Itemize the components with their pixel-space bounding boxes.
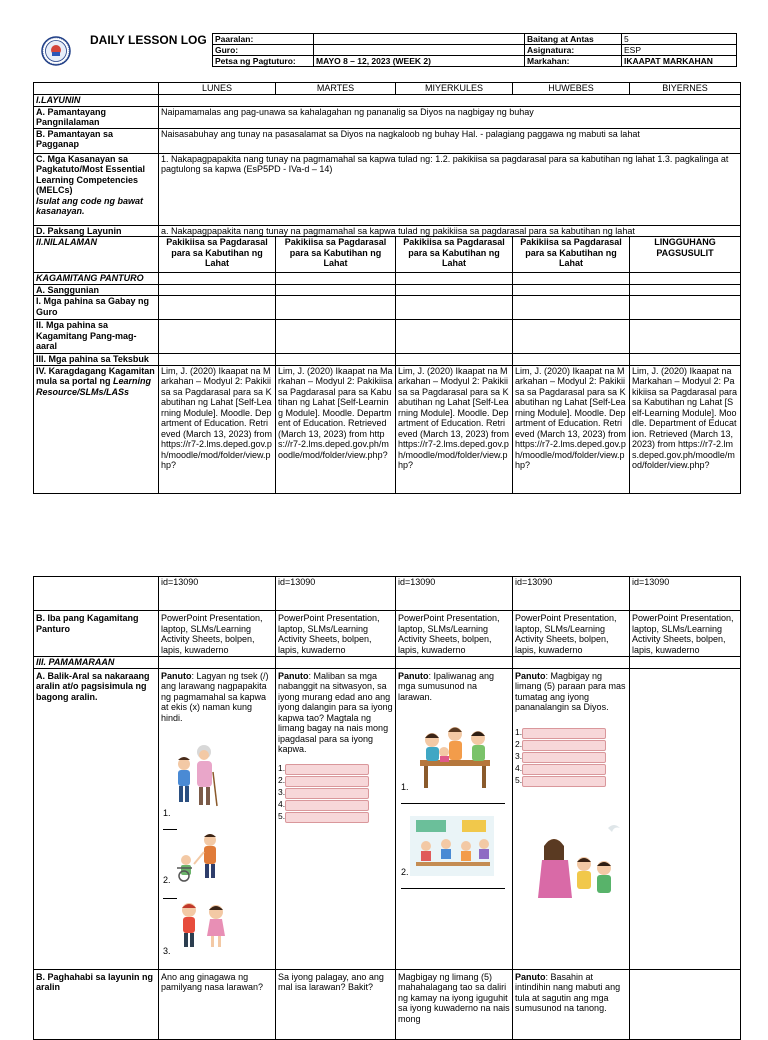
nilalaman-martes: Pakikiisa sa Pagdarasal para sa Kabutihan ng Lahat bbox=[276, 237, 396, 273]
balik-aral-martes bbox=[276, 668, 396, 969]
id-biyernes: id=13090 bbox=[630, 577, 741, 611]
baitang-label: Baitang at Antas bbox=[525, 34, 622, 45]
karagdagang-biyernes: Lim, J. (2020) Ikaapat na Markahan – Modyul 2: Pakikiisa sa Pagdarasal para sa Kabutihan ng Lahat [Self-Learning Module]. Moodle. Department of Education. Retrieved (March 13, 2023) from https://r7-2.lms.deped.gov.ph/moodle/mod/folder/view.php? bbox=[630, 365, 741, 493]
paghahabi-label: B. Paghahabi sa layunin ng aralin bbox=[34, 969, 159, 1039]
iba-miyerkules: PowerPoint Presentation, laptop, SLMs/Learning Activity Sheets, bolpen, lapis, kuwaderno bbox=[396, 611, 513, 657]
empty-cell bbox=[159, 296, 276, 320]
line-number: 3. bbox=[278, 786, 286, 797]
family-praying-at-table-illustration bbox=[410, 720, 500, 792]
petsa-value: MAYO 8 – 12, 2023 (WEEK 2) bbox=[314, 56, 525, 67]
iba-lunes: PowerPoint Presentation, laptop, SLMs/Learning Activity Sheets, bolpen, lapis, kuwaderno bbox=[159, 611, 276, 657]
empty-cell bbox=[513, 296, 630, 320]
line-number: 2. bbox=[515, 738, 523, 749]
lunes-item-2-answer-line[interactable] bbox=[163, 898, 177, 899]
lunes-item-1-number: 1. bbox=[163, 808, 171, 818]
answer-line bbox=[278, 775, 393, 787]
empty-cell bbox=[276, 284, 396, 296]
day-header-lunes: LUNES bbox=[159, 83, 276, 95]
line-number: 5. bbox=[515, 774, 523, 785]
melc-row bbox=[34, 153, 741, 225]
id-row-label bbox=[34, 577, 159, 611]
answer-field[interactable] bbox=[285, 764, 369, 775]
empty-cell bbox=[630, 354, 741, 366]
karagdagang-label-part2: Learning Resource/SLMs/LASs bbox=[36, 376, 152, 397]
martes-a-instruction: : Maliban sa mga nabanggit na sitwasyon, sa iyong murang edad ano ang iyong dalangin para sa iyong kapwa tao? Magtala ng limang bagay na nais mong ipagdasal para sa iyong kapwa. bbox=[278, 670, 393, 754]
paghahabi-miyerkules: Magbigay ng limang (5) mahahalagang tao sa daliri ng kamay na iyong iguguhit sa iyong kuwaderno na nais mong bbox=[396, 969, 513, 1039]
empty-cell bbox=[513, 657, 630, 669]
pamantayan-pagganap-row bbox=[34, 128, 741, 153]
huwebes-answer-list bbox=[515, 727, 627, 787]
mother-and-children-praying-illustration bbox=[530, 820, 626, 902]
melc-label: C. Mga Kasanayan sa Pagkatuto/Most Essential Learning Competencies (MELCs) bbox=[36, 153, 146, 195]
paksang-layunin-row bbox=[34, 225, 741, 237]
guro-label: Guro: bbox=[213, 45, 314, 56]
empty-cell bbox=[276, 296, 396, 320]
empty-cell bbox=[630, 273, 741, 285]
answer-field[interactable] bbox=[285, 812, 369, 823]
pamantayan-pagganap-label: B. Pamantayan sa Pagganap bbox=[34, 128, 159, 153]
empty-cell bbox=[396, 296, 513, 320]
paksang-layunin-label: D. Paksang Layunin bbox=[34, 225, 159, 237]
deped-seal-logo bbox=[41, 36, 71, 66]
lesson-log-table-page2 bbox=[33, 576, 741, 1040]
empty-cell bbox=[396, 273, 513, 285]
karagdagang-miyerkules: Lim, J. (2020) Ikaapat na Markahan – Modyul 2: Pakikiisa sa Pagdarasal para sa Kabutihan ng Lahat [Self-Learning Module]. Moodle. Department of Education. Retrieved (March 13, 2023) from https://r7-2.lms.deped.gov.ph/moodle/mod/folder/view.php? bbox=[396, 365, 513, 493]
line-number: 1. bbox=[278, 762, 286, 773]
miyerkules-item-1-number: 1. bbox=[401, 782, 409, 792]
martes-answer-list bbox=[278, 763, 393, 823]
id-miyerkules: id=13090 bbox=[396, 577, 513, 611]
panuto-label: Panuto bbox=[161, 670, 192, 681]
panuto-label: Panuto bbox=[278, 670, 309, 681]
karagdagang-kagamitan-row bbox=[34, 365, 741, 493]
paghahabi-row bbox=[34, 969, 741, 1039]
answer-line bbox=[515, 739, 627, 751]
line-number: 3. bbox=[515, 750, 523, 761]
pamantayang-pangnilalaman-text: Naipamamalas ang pag-unawa sa kahalagahan ng pananalig sa Diyos na nagbigay ng buhay bbox=[159, 106, 741, 128]
miyerkules-item-2-number: 2. bbox=[401, 867, 409, 877]
iba-martes: PowerPoint Presentation, laptop, SLMs/Learning Activity Sheets, bolpen, lapis, kuwaderno bbox=[276, 611, 396, 657]
layunin-heading: I.LAYUNIN bbox=[34, 95, 159, 107]
kagamitang-pang-mag-aaral-label: II. Mga pahina sa Kagamitang Pang-mag-aaral bbox=[34, 320, 159, 354]
nilalaman-huwebes: Pakikiisa sa Pagdarasal para sa Kabutihan ng Lahat bbox=[513, 237, 630, 273]
iba-biyernes: PowerPoint Presentation, laptop, SLMs/Learning Activity Sheets, bolpen, lapis, kuwaderno bbox=[630, 611, 741, 657]
children-arguing-illustration bbox=[176, 900, 230, 950]
lunes-item-3-number: 3. bbox=[163, 946, 171, 956]
panuto-label: Panuto bbox=[398, 670, 429, 681]
panuto-label: Panuto bbox=[515, 670, 546, 681]
header-row-petsa bbox=[213, 56, 737, 67]
answer-field[interactable] bbox=[522, 776, 606, 787]
empty-cell bbox=[513, 320, 630, 354]
empty-cell bbox=[396, 657, 513, 669]
markahan-value: IKAAPAT MARKAHAN bbox=[622, 56, 737, 67]
empty-cell bbox=[630, 969, 741, 1039]
petsa-label: Petsa ng Pagtuturo: bbox=[213, 56, 314, 67]
gabay-label: I. Mga pahina sa Gabay ng Guro bbox=[34, 296, 159, 320]
pamantayang-pangnilalaman-row bbox=[34, 106, 741, 128]
melc-note: Isulat ang code ng bawat kasanayan. bbox=[36, 195, 144, 216]
miyerkules-a-instruction: : Ipaliwanag ang mga sumusunod na larawan. bbox=[398, 670, 495, 702]
paaralan-label: Paaralan: bbox=[213, 34, 314, 45]
empty-cell bbox=[630, 657, 741, 669]
header-row-guro bbox=[213, 45, 737, 56]
answer-field[interactable] bbox=[522, 764, 606, 775]
huwebes-b-instruction: : Basahin at intindihin nang mabuti ang tula at sagutin ang mga sumusunod na tanong. bbox=[515, 971, 621, 1013]
empty-cell bbox=[276, 657, 396, 669]
classroom-students-praying-illustration bbox=[410, 816, 494, 876]
balik-aral-label: A. Balik-Aral sa nakaraang aralin at/o pagsisimula ng bagong aralin. bbox=[34, 668, 159, 969]
karagdagang-label-part1: IV. Karagdagang Kagamitan mula sa portal ng bbox=[36, 365, 155, 386]
karagdagang-huwebes: Lim, J. (2020) Ikaapat na Markahan – Modyul 2: Pakikiisa sa Pagdarasal para sa Kabutihan ng Lahat [Self-Learning Module]. Moodle. Department of Education. Retrieved (March 13, 2023) from https://r7-2.lms.deped.gov.ph/moodle/mod/folder/view.php? bbox=[513, 365, 630, 493]
nilalaman-biyernes: LINGGUHANG PAGSUSULIT bbox=[630, 237, 741, 273]
empty-cell bbox=[276, 354, 396, 366]
karagdagang-martes: Lim, J. (2020) Ikaapat na Markahan – Modyul 2: Pakikiisa sa Pagdarasal para sa Kabutihan ng Lahat [Self-Learning Module]. Moodle. Department of Education. Retrieved (March 13, 2023) from https://r7-2.lms.deped.gov.ph/moodle/mod/folder/view.php? bbox=[276, 365, 396, 493]
day-header-martes: MARTES bbox=[276, 83, 396, 95]
answer-line bbox=[515, 775, 627, 787]
line-number: 1. bbox=[515, 726, 523, 737]
boy-helping-grandmother-illustration bbox=[170, 742, 220, 810]
karagdagang-lunes: Lim, J. (2020) Ikaapat na Markahan – Modyul 2: Pakikiisa sa Pagdarasal para sa Kabutihan ng Lahat [Self-Learning Module]. Moodle. Department of Education. Retrieved (March 13, 2023) from https://r7-2.lms.deped.gov.ph/moodle/mod/folder/view.php? bbox=[159, 365, 276, 493]
huwebes-a-instruction: : Magbigay ng limang (5) paraan para mas tumatag ang iyong pananalangin sa Diyos. bbox=[515, 670, 626, 712]
answer-field[interactable] bbox=[522, 728, 606, 739]
teksbuk-row bbox=[34, 354, 741, 366]
line-number: 5. bbox=[278, 810, 286, 821]
balik-aral-huwebes bbox=[513, 668, 630, 969]
paghahabi-lunes: Ano ang ginagawa ng pamilyang nasa larawan? bbox=[159, 969, 276, 1039]
karagdagang-kagamitan-label-cell bbox=[34, 365, 159, 493]
empty-cell bbox=[513, 273, 630, 285]
lesson-log-table-page1 bbox=[33, 82, 741, 494]
nilalaman-miyerkules: Pakikiisa sa Pagdarasal para sa Kabutihan ng Lahat bbox=[396, 237, 513, 273]
layunin-row bbox=[34, 95, 741, 107]
iba-pang-kagamitan-label: B. Iba pang Kagamitang Panturo bbox=[34, 611, 159, 657]
paaralan-value bbox=[314, 34, 525, 45]
asignatura-value: ESP bbox=[622, 45, 737, 56]
days-header-row bbox=[34, 83, 741, 95]
answer-field[interactable] bbox=[522, 752, 606, 763]
id-huwebes: id=13090 bbox=[513, 577, 630, 611]
empty-cell bbox=[513, 284, 630, 296]
empty-cell bbox=[630, 320, 741, 354]
answer-line bbox=[278, 763, 393, 775]
corner-cell bbox=[34, 83, 159, 95]
asignatura-label: Asignatura: bbox=[525, 45, 622, 56]
paksang-layunin-text: a. Nakapagpapakita nang tunay na pagmamahal sa kapwa tulad ng pakikiisa sa pagdarasal para sa kabutihan ng lahat bbox=[159, 225, 741, 237]
answer-field[interactable] bbox=[522, 740, 606, 751]
kagamitan-row bbox=[34, 273, 741, 285]
miyerkules-item-1-answer-line[interactable] bbox=[401, 803, 505, 804]
answer-line bbox=[278, 811, 393, 823]
line-number: 2. bbox=[278, 774, 286, 785]
day-header-miyerkules: MIYERKULES bbox=[396, 83, 513, 95]
sanggunian-label: A. Sanggunian bbox=[34, 284, 159, 296]
pamamaraan-row bbox=[34, 657, 741, 669]
paghahabi-huwebes bbox=[513, 969, 630, 1039]
gabay-row bbox=[34, 296, 741, 320]
balik-aral-row bbox=[34, 668, 741, 969]
kagamitang-pang-mag-aaral-row bbox=[34, 320, 741, 354]
lunes-item-1-answer-line[interactable] bbox=[163, 829, 177, 830]
id-lunes: id=13090 bbox=[159, 577, 276, 611]
baitang-value: 5 bbox=[622, 34, 737, 45]
empty-cell bbox=[276, 320, 396, 354]
sanggunian-row bbox=[34, 284, 741, 296]
empty-cell bbox=[159, 273, 276, 285]
id-row bbox=[34, 577, 741, 611]
answer-field[interactable] bbox=[285, 800, 369, 811]
id-martes: id=13090 bbox=[276, 577, 396, 611]
empty-cell bbox=[513, 354, 630, 366]
melc-text: 1. Nakapagpapakita nang tunay na pagmamahal sa kapwa tulad ng: 1.2. pakikiisa sa pagdarasal para sa kabutihan ng lahat 1.3. pagkalinga at pagtulong sa kapwa (EsP5PD - IVa-d – 14) bbox=[159, 153, 741, 225]
kagamitan-heading: KAGAMITANG PANTURO bbox=[34, 273, 159, 285]
miyerkules-item-2-answer-line[interactable] bbox=[401, 888, 505, 889]
empty-cell bbox=[396, 354, 513, 366]
answer-line bbox=[278, 787, 393, 799]
pamamaraan-heading: III. PAMAMARAAN bbox=[34, 657, 159, 669]
empty-cell bbox=[630, 296, 741, 320]
iba-huwebes: PowerPoint Presentation, laptop, SLMs/Learning Activity Sheets, bolpen, lapis, kuwaderno bbox=[513, 611, 630, 657]
child-pushing-wheelchair-illustration bbox=[172, 832, 224, 882]
nilalaman-lunes: Pakikiisa sa Pagdarasal para sa Kabutihan ng Lahat bbox=[159, 237, 276, 273]
layunin-blank bbox=[159, 95, 741, 107]
nilalaman-heading: II.NILALAMAN bbox=[34, 237, 159, 273]
guro-value bbox=[314, 45, 525, 56]
empty-cell bbox=[396, 320, 513, 354]
lunes-item-2-number: 2. bbox=[163, 875, 171, 885]
panuto-label: Panuto bbox=[515, 971, 546, 982]
markahan-label: Markahan: bbox=[525, 56, 622, 67]
answer-line bbox=[515, 751, 627, 763]
empty-cell bbox=[630, 668, 741, 969]
empty-cell bbox=[396, 284, 513, 296]
empty-cell bbox=[159, 284, 276, 296]
line-number: 4. bbox=[515, 762, 523, 773]
line-number: 4. bbox=[278, 798, 286, 809]
iba-pang-kagamitan-row bbox=[34, 611, 741, 657]
teksbuk-label: III. Mga pahina sa Teksbuk bbox=[34, 354, 159, 366]
lunes-a-instruction: : Lagyan ng tsek (/) ang larawang nagpapakita ng pagmamahal sa kapwa at ekis (x) naman kung hindi. bbox=[161, 670, 269, 723]
header-info-table bbox=[212, 33, 737, 67]
pamantayan-pagganap-text: Naisasabuhay ang tunay na pasasalamat sa Diyos na nagkaloob ng buhay Hal. - palagiang paggawa ng mabuti sa lahat bbox=[159, 128, 741, 153]
empty-cell bbox=[159, 657, 276, 669]
document-title: DAILY LESSON LOG bbox=[90, 33, 207, 47]
melc-label-cell bbox=[34, 153, 159, 225]
answer-field[interactable] bbox=[285, 788, 369, 799]
answer-line bbox=[278, 799, 393, 811]
answer-line bbox=[515, 763, 627, 775]
empty-cell bbox=[159, 354, 276, 366]
answer-line bbox=[515, 727, 627, 739]
empty-cell bbox=[159, 320, 276, 354]
empty-cell bbox=[276, 273, 396, 285]
nilalaman-row bbox=[34, 237, 741, 273]
paghahabi-martes: Sa iyong palagay, ano ang mal isa larawan? Bakit? bbox=[276, 969, 396, 1039]
day-header-huwebes: HUWEBES bbox=[513, 83, 630, 95]
day-header-biyernes: BIYERNES bbox=[630, 83, 741, 95]
empty-cell bbox=[630, 284, 741, 296]
pamantayang-pangnilalaman-label: A. Pamantayang Pangnilalaman bbox=[34, 106, 159, 128]
header-row-paaralan bbox=[213, 34, 737, 45]
answer-field[interactable] bbox=[285, 776, 369, 787]
